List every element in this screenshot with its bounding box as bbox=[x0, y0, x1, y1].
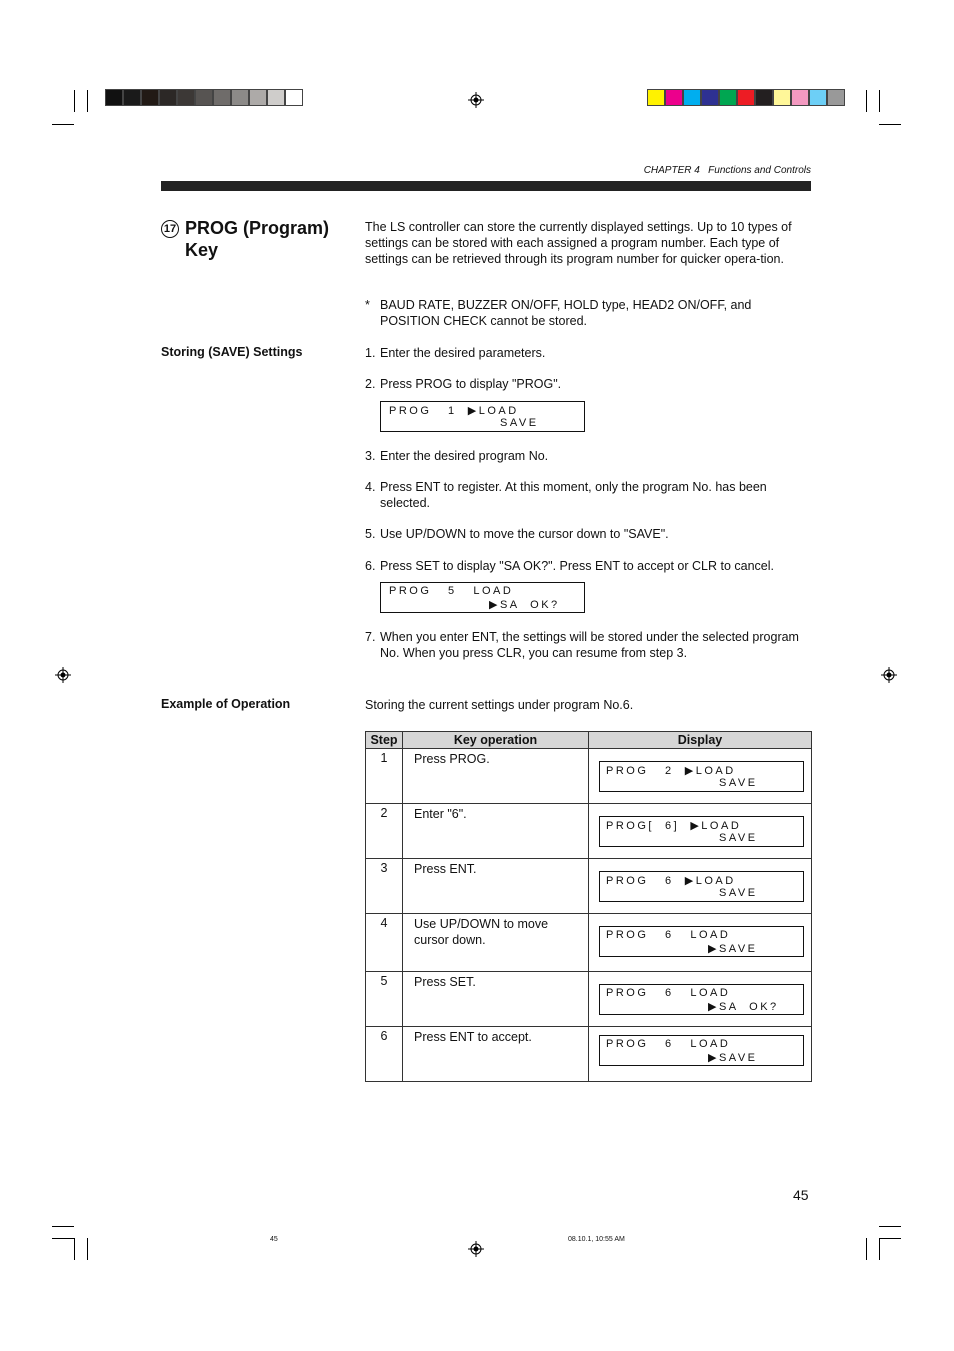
lcd-display bbox=[599, 984, 804, 1015]
display-cell bbox=[589, 972, 812, 1027]
swatch bbox=[773, 89, 791, 106]
lcd-line1: PROG 2 ▶LOAD bbox=[606, 765, 736, 777]
crop-mark-tr-h bbox=[879, 124, 901, 125]
step-text: Press PROG to display "PROG". bbox=[380, 377, 562, 391]
crop-mark-tl-h bbox=[52, 124, 74, 125]
step-2 bbox=[365, 376, 805, 392]
chapter-label: CHAPTER 4 bbox=[643, 165, 700, 176]
lcd-line1: PROG 1 ▶LOAD bbox=[389, 405, 519, 417]
lcd-line2 bbox=[708, 1000, 779, 1013]
swatch bbox=[141, 89, 159, 106]
title-line1: PROG (Program) bbox=[185, 218, 330, 238]
step-cell bbox=[366, 914, 403, 972]
example-heading: Example of Operation bbox=[161, 697, 291, 711]
crop-mark-br-v bbox=[879, 1238, 880, 1260]
registration-mark-top-icon bbox=[468, 92, 484, 108]
step-3 bbox=[365, 448, 805, 464]
crop-mark-tl-v2 bbox=[87, 90, 88, 112]
crop-mark-br-h2 bbox=[879, 1238, 901, 1239]
swatch bbox=[809, 89, 827, 106]
swatch bbox=[665, 89, 683, 106]
step-number: 1 bbox=[380, 751, 388, 765]
crop-mark-bl-h bbox=[52, 1226, 74, 1227]
registration-mark-left-icon bbox=[55, 667, 71, 683]
table-row bbox=[366, 804, 812, 859]
lcd-line1: PROG 6 LOAD bbox=[606, 929, 731, 941]
crop-mark-bl-v bbox=[74, 1238, 75, 1260]
lcd-line2 bbox=[708, 942, 758, 955]
table-row bbox=[366, 914, 812, 972]
step-text: Press ENT to register. At this moment, only the program No. has been selected. bbox=[380, 480, 767, 510]
lcd-display bbox=[599, 816, 804, 847]
step-text: Enter the desired parameters. bbox=[380, 346, 546, 360]
swatch bbox=[195, 89, 213, 106]
crop-mark-tr-v2 bbox=[879, 90, 880, 112]
note-mark: * bbox=[365, 298, 370, 312]
step-number: 4. bbox=[365, 480, 376, 494]
footer-right: 08.10.1, 10:55 AM bbox=[568, 1236, 625, 1243]
swatch bbox=[249, 89, 267, 106]
step-number: 5 bbox=[380, 974, 388, 988]
note-text: BAUD RATE, BUZZER ON/OFF, HOLD type, HEAD2 ON/OFF, and POSITION CHECK cannot be stored. bbox=[380, 298, 752, 328]
circled-number: 17 bbox=[161, 220, 179, 238]
running-header bbox=[644, 165, 811, 176]
step-number: 2. bbox=[365, 377, 376, 391]
lcd-line1: PROG[ 6] ▶LOAD bbox=[606, 820, 742, 832]
step-text: Enter the desired program No. bbox=[380, 449, 549, 463]
step-7 bbox=[365, 629, 805, 661]
display-cell bbox=[589, 859, 812, 914]
swatch bbox=[647, 89, 665, 106]
col-display: Display bbox=[589, 732, 812, 749]
step-text: Use UP/DOWN to move the cursor down to "SAVE". bbox=[380, 527, 669, 541]
step-number: 5. bbox=[365, 527, 376, 541]
crop-mark-tr-v bbox=[866, 90, 867, 112]
col-key-operation: Key operation bbox=[403, 732, 589, 749]
step-6 bbox=[365, 558, 805, 574]
swatch bbox=[719, 89, 737, 106]
step-number: 2 bbox=[380, 806, 388, 820]
lcd-display bbox=[599, 761, 804, 792]
lcd-display bbox=[599, 1035, 804, 1066]
key-operation: Press PROG. bbox=[414, 752, 490, 766]
step-cell bbox=[366, 859, 403, 914]
crop-mark-bl-h2 bbox=[52, 1238, 74, 1239]
display-cell bbox=[589, 1027, 812, 1082]
swatch bbox=[683, 89, 701, 106]
key-operation-cell bbox=[403, 1027, 589, 1082]
lcd-line2-text: SA OK? bbox=[718, 1001, 779, 1013]
operation-table bbox=[365, 731, 812, 1082]
key-operation-cell bbox=[403, 749, 589, 804]
step-1 bbox=[365, 345, 805, 361]
lcd-line2-text: SAVE bbox=[718, 1052, 758, 1064]
lcd-display-a bbox=[380, 401, 585, 432]
swatch bbox=[791, 89, 809, 106]
cursor-arrow: ▶ bbox=[708, 1001, 719, 1013]
display-cell bbox=[589, 914, 812, 972]
storing-heading: Storing (SAVE) Settings bbox=[161, 345, 303, 359]
lcd-line1: PROG 5 LOAD bbox=[389, 585, 514, 597]
lcd-line2 bbox=[719, 777, 758, 789]
lcd-line1: PROG 6 LOAD bbox=[606, 987, 731, 999]
intro-paragraph: The LS controller can store the currently displayed settings. Up to 10 types of settings can be stored with each assigned a program number. Each type of settings can be retrieved through its program number for quicker opera-tion. bbox=[365, 220, 792, 266]
display-cell bbox=[589, 804, 812, 859]
lcd-display bbox=[599, 871, 804, 902]
lcd-line2 bbox=[719, 832, 758, 844]
swatch bbox=[213, 89, 231, 106]
lcd-line2-text: SAVE bbox=[718, 943, 758, 955]
key-operation-cell bbox=[403, 859, 589, 914]
crop-mark-br-h bbox=[879, 1226, 901, 1227]
step-cell bbox=[366, 972, 403, 1027]
section-label: Functions and Controls bbox=[708, 165, 811, 176]
display-cell bbox=[589, 749, 812, 804]
key-operation: Press ENT. bbox=[414, 862, 477, 876]
lcd-line2: SAVE bbox=[500, 417, 539, 429]
step-number: 1. bbox=[365, 346, 376, 360]
page-number: 45 bbox=[793, 1187, 809, 1203]
lcd-line2-text: SAVE bbox=[719, 887, 758, 899]
key-operation-cell bbox=[403, 914, 589, 972]
swatch bbox=[105, 89, 123, 106]
registration-mark-bottom-icon bbox=[468, 1241, 484, 1257]
table-row bbox=[366, 1027, 812, 1082]
lcd-line1: PROG 6 LOAD bbox=[606, 1038, 731, 1050]
swatch bbox=[159, 89, 177, 106]
key-operation: Press SET. bbox=[414, 975, 476, 989]
table-row bbox=[366, 749, 812, 804]
key-operation-cell bbox=[403, 804, 589, 859]
title-line2: Key bbox=[185, 240, 219, 260]
footer-left: 45 bbox=[270, 1236, 278, 1243]
step-5 bbox=[365, 526, 805, 542]
step-cell bbox=[366, 1027, 403, 1082]
swatch bbox=[123, 89, 141, 106]
step-number: 3. bbox=[365, 449, 376, 463]
step-text: Press SET to display "SA OK?". Press ENT to accept or CLR to cancel. bbox=[380, 559, 774, 573]
gray-calibration-bar bbox=[105, 89, 303, 106]
lcd-display-b bbox=[380, 582, 585, 613]
section-title bbox=[161, 217, 329, 261]
table-row bbox=[366, 972, 812, 1027]
crop-mark-bl-v2 bbox=[87, 1238, 88, 1260]
crop-mark-tl-v bbox=[74, 90, 75, 112]
lcd-display bbox=[599, 926, 804, 957]
key-operation: Press ENT to accept. bbox=[414, 1030, 532, 1044]
color-calibration-bar bbox=[647, 89, 845, 106]
swatch bbox=[827, 89, 845, 106]
lcd-line2 bbox=[719, 887, 758, 899]
swatch bbox=[755, 89, 773, 106]
cursor-arrow: ▶ bbox=[708, 943, 719, 955]
table-row bbox=[366, 859, 812, 914]
swatch bbox=[737, 89, 755, 106]
step-cell bbox=[366, 804, 403, 859]
step-cell bbox=[366, 749, 403, 804]
step-number: 6 bbox=[380, 1029, 388, 1043]
example-intro: Storing the current settings under program No.6. bbox=[365, 698, 634, 712]
header-rule bbox=[161, 181, 811, 191]
key-operation: Enter "6". bbox=[414, 807, 467, 821]
lcd-line2-text: SAVE bbox=[719, 777, 758, 789]
step-number: 3 bbox=[380, 861, 388, 875]
swatch bbox=[231, 89, 249, 106]
step-text: When you enter ENT, the settings will be stored under the selected program No. When you press CLR, you can resume from step 3. bbox=[380, 630, 799, 660]
step-number: 6. bbox=[365, 559, 376, 573]
registration-mark-right-icon bbox=[881, 667, 897, 683]
note bbox=[365, 297, 805, 329]
swatch bbox=[267, 89, 285, 106]
cursor-arrow: ▶ bbox=[708, 1052, 719, 1064]
step-4 bbox=[365, 479, 805, 511]
crop-mark-br-v2 bbox=[866, 1238, 867, 1260]
step-number: 7. bbox=[365, 630, 376, 644]
swatch bbox=[285, 89, 303, 106]
col-step: Step bbox=[366, 732, 403, 749]
step-number: 4 bbox=[380, 916, 388, 930]
lcd-line2: ▶SA OK? bbox=[489, 599, 560, 611]
swatch bbox=[177, 89, 195, 106]
key-operation: Use UP/DOWN to move cursor down. bbox=[414, 917, 549, 947]
swatch bbox=[701, 89, 719, 106]
lcd-line2 bbox=[708, 1051, 758, 1064]
lcd-line2-text: SAVE bbox=[719, 832, 758, 844]
lcd-line1: PROG 6 ▶LOAD bbox=[606, 875, 736, 887]
key-operation-cell bbox=[403, 972, 589, 1027]
